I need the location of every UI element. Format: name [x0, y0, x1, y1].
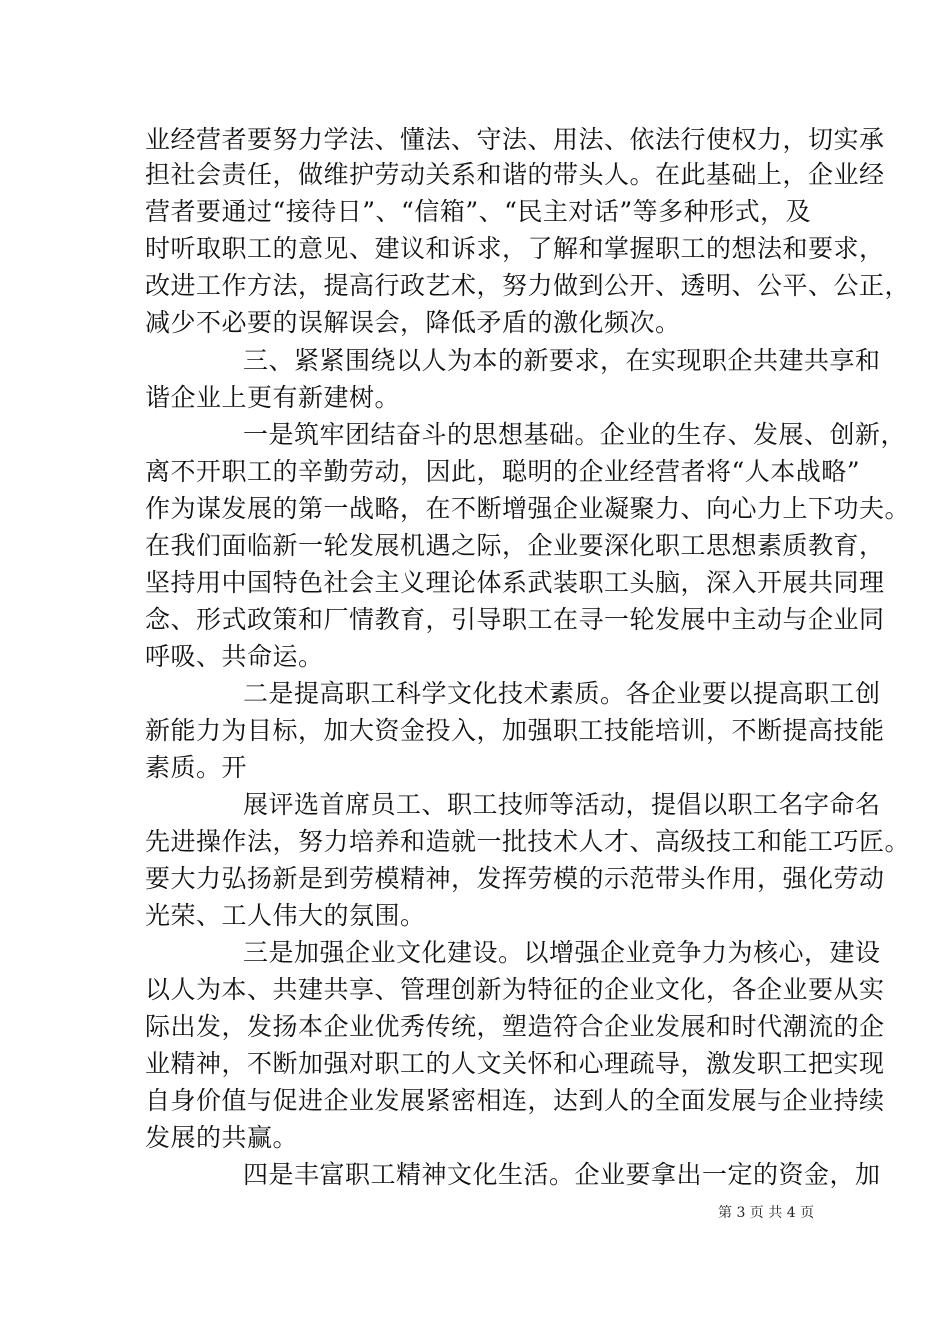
- text-line: 先进操作法，努力培养和造就一批技术人才、高级技工和能工巧匠。: [145, 827, 911, 856]
- text-line: 减少不必要的误解误会，降低矛盾的激化频次。: [145, 308, 681, 337]
- text-line: 念、形式政策和厂情教育，引导职工在寻一轮发展中主动与企业同: [145, 605, 885, 634]
- text-line: 素质。开: [145, 753, 248, 782]
- text-line: 改进工作方法，提高行政艺术，努力做到公开、透明、公平、公正，: [145, 271, 911, 300]
- section-heading: 三、紧紧围绕以人为本的新要求，在实现职企共建共享和: [243, 346, 881, 375]
- text-line: 业经营者要努力学法、懂法、守法、用法、依法行使权力，切实承: [145, 125, 885, 154]
- text-line: 作为谋发展的第一战略，在不断增强企业凝聚力、向心力上下功夫。: [145, 494, 911, 523]
- page-number-footer: 第 3 页 共 4 页: [718, 1205, 815, 1221]
- section-heading: 谐企业上更有新建树。: [145, 383, 401, 412]
- text-line: 要大力弘扬新是到劳模精神，发挥劳模的示范带头作用，强化劳动: [145, 864, 885, 893]
- paragraph-start: 二是提高职工科学文化技术素质。各企业要以提高职工创: [243, 679, 881, 708]
- text-line: 自身价值与促进企业发展紧密相连，达到人的全面发展与企业持续: [145, 1086, 885, 1115]
- text-line: 在我们面临新一轮发展机遇之际，企业要深化职工思想素质教育，: [145, 531, 885, 560]
- text-line: 时听取职工的意见、建议和诉求，了解和掌握职工的想法和要求，: [145, 234, 885, 263]
- paragraph-start: 四是丰富职工精神文化生活。企业要拿出一定的资金，加: [243, 1160, 881, 1189]
- text-line: 以人为本、共建共享、管理创新为特征的企业文化，各企业要从实: [145, 975, 885, 1004]
- paragraph-start: 三是加强企业文化建设。以增强企业竞争力为核心，建设: [243, 938, 881, 967]
- text-line: 坚持用中国特色社会主义理论体系武装职工头脑，深入开展共同理: [145, 568, 885, 597]
- text-line: 业精神，不断加强对职工的人文关怀和心理疏导，激发职工把实现: [145, 1049, 885, 1078]
- text-line: 发展的共赢。: [145, 1123, 299, 1152]
- text-line: 光荣、工人伟大的氛围。: [145, 901, 426, 930]
- text-line: 际出发，发扬本企业优秀传统，塑造符合企业发展和时代潮流的企: [145, 1012, 885, 1041]
- text-line: 担社会责任，做维护劳动关系和谐的带头人。在此基础上，企业经: [145, 160, 885, 189]
- paragraph-start: 一是筑牢团结奋斗的思想基础。企业的生存、发展、创新，: [243, 420, 907, 449]
- text-line: 离不开职工的辛勤劳动，因此，聪明的企业经营者将“人本战略”: [145, 457, 861, 486]
- paragraph-start: 展评选首席员工、职工技师等活动，提倡以职工名字命名: [243, 790, 881, 819]
- text-line: 新能力为目标，加大资金投入，加强职工技能培训，不断提高技能: [145, 716, 885, 745]
- text-line: 呼吸、共命运。: [145, 642, 324, 671]
- text-line: 营者要通过“接待日”、“信箱”、“民主对话”等多种形式，及: [145, 197, 812, 226]
